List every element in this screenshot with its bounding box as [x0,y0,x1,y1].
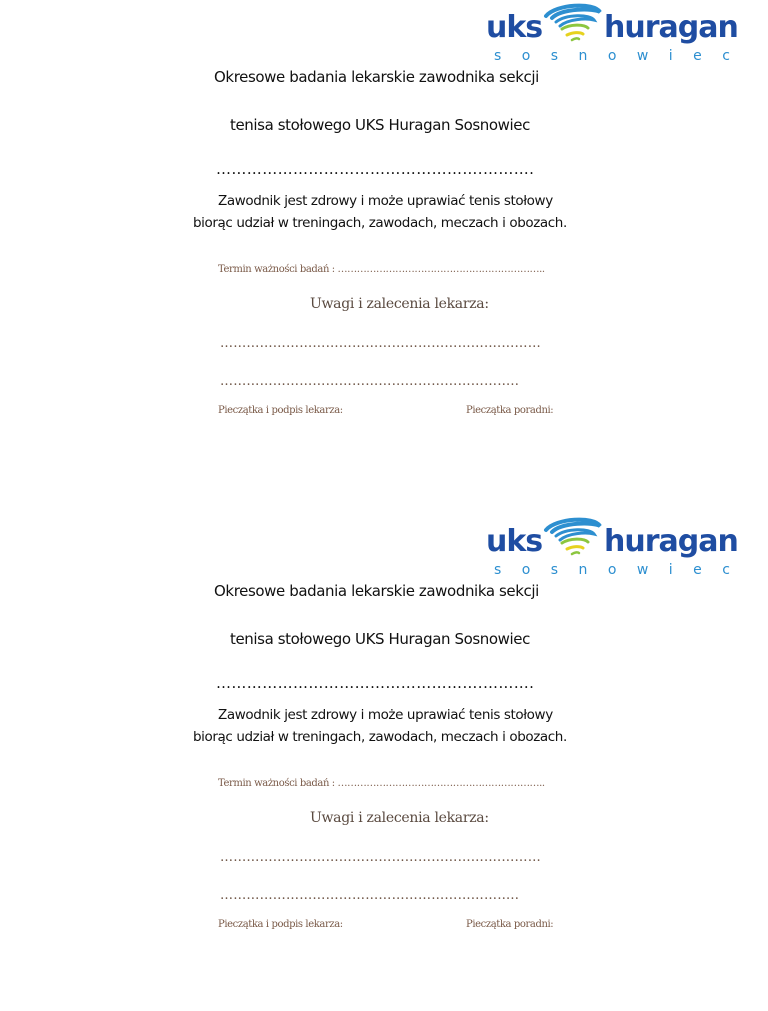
athlete-name-field[interactable]: …………………………………………….………. [216,674,535,692]
logo-city-letter: c [722,562,730,578]
health-statement-line-2: biorąc udział w treningach, zawodach, meczach i obozach. [193,729,567,745]
logo-city-letter: w [636,562,649,578]
logo-huragan-text: huragan [604,10,738,45]
doctor-remarks-heading: Uwagi i zalecenia lekarza: [310,296,489,312]
logo-city-letter: n [578,562,588,578]
athlete-name-field[interactable]: …………………………………………….………. [216,160,535,178]
logo-city-letter: e [693,48,702,64]
logo-city-text [494,48,730,64]
logo-city-letter: s [494,48,502,64]
logo-city-letter: o [521,562,531,578]
logo-city-letter: o [607,48,617,64]
logo-city-letter: o [521,48,531,64]
logo-city-text [494,562,730,578]
medical-card-2 [0,514,768,1011]
logo-city-letter: s [550,562,559,578]
doctor-stamp-signature-label: Pieczątka i podpis lekarza: [218,919,343,930]
logo-city-letter: w [636,48,649,64]
card-title-line-2: tenisa stołowego UKS Huragan Sosnowiec [230,630,530,648]
expiry-date-field[interactable]: ……………………………………………………….. [337,264,545,275]
doctor-stamp-signature-label: Pieczątka i podpis lekarza: [218,405,343,416]
card-title-line-1: Okresowe badania lekarskie zawodnika sekcji [214,582,539,600]
logo-city-letter: n [578,48,588,64]
card-title-line-1: Okresowe badania lekarskie zawodnika sekcji [214,68,539,86]
logo-city-letter: e [693,562,702,578]
logo-uks-text: uks [486,10,543,45]
clinic-stamp-label: Pieczątka poradni: [466,919,554,930]
tornado-swirl-icon [542,2,604,46]
doctor-remarks-heading: Uwagi i zalecenia lekarza: [310,810,489,826]
clinic-stamp-label: Pieczątka poradni: [466,405,554,416]
logo-city-letter: s [494,562,502,578]
health-statement-line-2: biorąc udział w treningach, zawodach, meczach i obozach. [193,215,567,231]
expiry-date-label: Termin ważności badań : [218,778,338,789]
health-statement-line-1: Zawodnik jest zdrowy i może uprawiać tenis stołowy [218,707,553,723]
medical-card-1 [0,0,768,497]
logo-city-letter: i [668,562,673,578]
expiry-date-field[interactable]: ……………………………………………………….. [337,778,545,789]
remarks-line-2[interactable]: ………………………………………………………….. [220,888,520,903]
logo-uks-text: uks [486,524,543,559]
logo-city-letter: s [550,48,559,64]
club-logo [486,2,736,70]
tornado-swirl-icon [542,516,604,560]
card-title-line-2: tenisa stołowego UKS Huragan Sosnowiec [230,116,530,134]
logo-city-letter: c [722,48,730,64]
remarks-line-1[interactable]: ……………………………………………………....……… [220,850,541,865]
expiry-date-label: Termin ważności badań : [218,264,338,275]
expiry-date-row [218,264,545,275]
health-statement-line-1: Zawodnik jest zdrowy i może uprawiać tenis stołowy [218,193,553,209]
remarks-line-1[interactable]: ……………………………………………………....……… [220,336,541,351]
logo-huragan-text: huragan [604,524,738,559]
remarks-line-2[interactable]: ………………………………………………………….. [220,374,520,389]
logo-city-letter: o [607,562,617,578]
expiry-date-row [218,778,545,789]
logo-city-letter: i [668,48,673,64]
club-logo [486,516,736,584]
